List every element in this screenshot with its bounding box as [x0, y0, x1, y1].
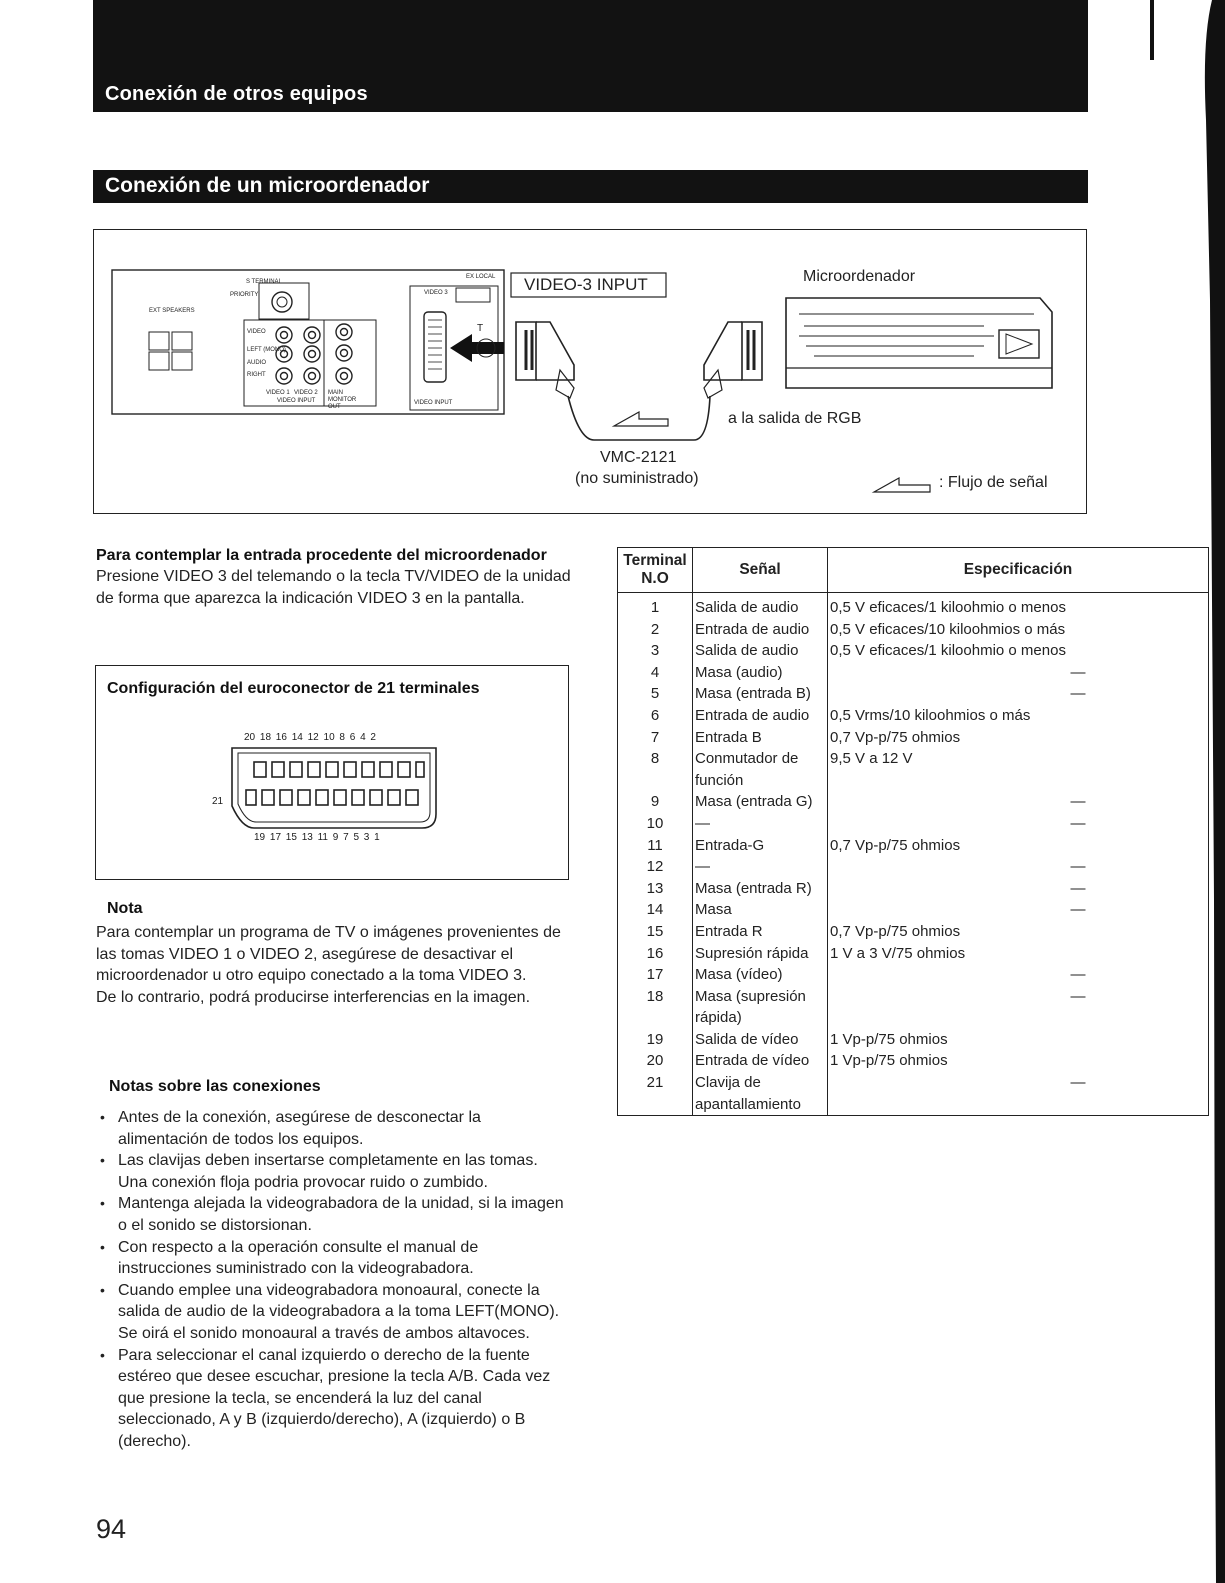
cell-specification: —	[828, 964, 1209, 986]
cell-terminal-number: 16	[618, 943, 693, 965]
table-row	[618, 705, 1209, 727]
cell-specification: —	[828, 791, 1209, 813]
table-row	[618, 683, 1209, 705]
list-item: • Mantenga alejada la videograbadora de la unidad, si la imagen o el sonido se distorsionan.	[118, 1193, 566, 1236]
cell-signal: Salida de vídeo	[693, 1029, 828, 1051]
table-row	[618, 640, 1209, 662]
table-row	[618, 662, 1209, 684]
cell-specification: 0,7 Vp-p/75 ohmios	[828, 835, 1209, 857]
nota-heading: Nota	[107, 900, 143, 917]
chapter-banner	[93, 0, 1088, 112]
list-item: • Cuando emplee una videograbadora monoaural, conecte la salida de audio de la videograbadora a la toma LEFT(MONO). Se oirá el sonido monoaural a través de ambos altavoces.	[118, 1280, 566, 1345]
cable-note-label: (no suministrado)	[575, 470, 699, 487]
cell-signal: Entrada de audio	[693, 705, 828, 727]
cell-specification: —	[828, 813, 1209, 835]
table-row	[618, 593, 1209, 619]
table-row	[618, 1072, 1209, 1116]
cell-terminal-number: 8	[618, 748, 693, 791]
cell-signal: Salida de audio	[693, 593, 828, 619]
cell-specification: 0,7 Vp-p/75 ohmios	[828, 921, 1209, 943]
cell-terminal-number: 12	[618, 856, 693, 878]
cell-signal: Masa (entrada R)	[693, 878, 828, 900]
config-title: Configuración del euroconector de 21 terminales	[107, 680, 480, 697]
intro-heading: Para contemplar la entrada procedente del microordenador	[96, 547, 547, 564]
table-row	[618, 835, 1209, 857]
video-input-right-label: VIDEO INPUT	[414, 400, 453, 406]
table-row	[618, 748, 1209, 791]
section-bar	[93, 170, 1088, 203]
microcomputer-label: Microordenador	[803, 268, 916, 285]
cell-specification: —	[828, 683, 1209, 705]
cell-signal: Entrada R	[693, 921, 828, 943]
cell-signal: Masa (entrada G)	[693, 791, 828, 813]
cell-specification: —	[828, 1072, 1209, 1116]
connection-diagram	[93, 229, 1087, 514]
s-terminal-label: S TERMINAL	[246, 279, 282, 285]
cell-specification: —	[828, 986, 1209, 1029]
cell-terminal-number: 14	[618, 899, 693, 921]
column-header-spec: Especificación	[828, 548, 1209, 593]
cell-terminal-number: 6	[618, 705, 693, 727]
cell-signal: Clavija de apantallamiento	[693, 1072, 828, 1116]
intro-section	[96, 545, 571, 609]
priority-label: PRIORITY	[230, 292, 259, 298]
cell-signal: —	[693, 813, 828, 835]
cell-specification: —	[828, 878, 1209, 900]
top-pin-numbers: 20 18 16 14 12 10 8 6 4 2	[244, 732, 376, 743]
cell-signal: Entrada de vídeo	[693, 1050, 828, 1072]
scart-connector-drawing	[224, 746, 444, 832]
ext-speakers-label: EXT SPEAKERS	[149, 308, 195, 314]
cell-specification: 0,5 V eficaces/1 kiloohmio o menos	[828, 640, 1209, 662]
cell-terminal-number: 4	[618, 662, 693, 684]
section-title: Conexión de un microordenador	[105, 174, 430, 197]
euroconnector-config-box	[95, 665, 569, 880]
table-row	[618, 943, 1209, 965]
terminal-spec-table-wrap	[617, 547, 1209, 1116]
cell-signal: Supresión rápida	[693, 943, 828, 965]
table-row	[618, 986, 1209, 1029]
table-row	[618, 813, 1209, 835]
page-number: 94	[96, 1514, 127, 1544]
cell-terminal-number: 20	[618, 1050, 693, 1072]
cell-specification: —	[828, 856, 1209, 878]
cell-terminal-number: 13	[618, 878, 693, 900]
cell-specification: 0,5 V eficaces/1 kiloohmio o menos	[828, 593, 1209, 619]
cell-terminal-number: 15	[618, 921, 693, 943]
cell-signal: Masa (audio)	[693, 662, 828, 684]
cell-terminal-number: 2	[618, 619, 693, 641]
table-row	[618, 964, 1209, 986]
table-row	[618, 727, 1209, 749]
video-jack-label: VIDEO	[247, 329, 266, 335]
pin-21-label: 21	[212, 796, 224, 807]
table-row	[618, 791, 1209, 813]
cell-specification: 9,5 V a 12 V	[828, 748, 1209, 791]
connection-notes-list	[96, 1107, 566, 1453]
cell-specification: 1 V a 3 V/75 ohmios	[828, 943, 1209, 965]
table-row	[618, 619, 1209, 641]
signal-flow-legend: : Flujo de señal	[939, 474, 1048, 491]
nota-section	[96, 898, 571, 1008]
cell-specification: 0,5 V eficaces/10 kiloohmios o más	[828, 619, 1209, 641]
connection-notes-heading: Notas sobre las conexiones	[109, 1078, 321, 1095]
cell-specification: 0,5 Vrms/10 kiloohmios o más	[828, 705, 1209, 727]
cell-signal: Entrada B	[693, 727, 828, 749]
cell-specification: 0,7 Vp-p/75 ohmios	[828, 727, 1209, 749]
bottom-pin-numbers: 19 17 15 13 11 9 7 5 3 1	[254, 832, 380, 843]
cell-signal: Masa	[693, 899, 828, 921]
chapter-title: Conexión de otros equipos	[105, 83, 368, 105]
list-item: • Antes de la conexión, asegúrese de desconectar la alimentación de todos los equipos.	[118, 1107, 566, 1150]
cell-terminal-number: 5	[618, 683, 693, 705]
cell-terminal-number: 17	[618, 964, 693, 986]
table-row	[618, 856, 1209, 878]
terminal-header-line2: N.O	[641, 570, 669, 587]
cell-signal: Conmutador de función	[693, 748, 828, 791]
cell-signal: Entrada de audio	[693, 619, 828, 641]
cell-specification: —	[828, 899, 1209, 921]
cell-terminal-number: 19	[618, 1029, 693, 1051]
cell-specification: —	[828, 662, 1209, 684]
terminal-spec-table	[617, 547, 1209, 1116]
cell-terminal-number: 21	[618, 1072, 693, 1116]
column-header-signal: Señal	[693, 548, 828, 593]
terminal-header-line1: Terminal	[623, 552, 687, 569]
cable-model-label: VMC-2121	[600, 449, 677, 466]
list-item: • Con respecto a la operación consulte el manual de instrucciones suministrado con la videograbadora.	[118, 1237, 566, 1280]
table-row	[618, 1050, 1209, 1072]
video2-label: VIDEO 2	[294, 390, 318, 396]
ex-local-label: EX LOCAL	[466, 274, 496, 280]
cell-specification: 1 Vp-p/75 ohmios	[828, 1029, 1209, 1051]
table-row	[618, 1029, 1209, 1051]
cell-terminal-number: 7	[618, 727, 693, 749]
cell-signal: —	[693, 856, 828, 878]
main-monitor-out-label: MAIN MONITOR OUT	[328, 390, 357, 410]
rgb-output-label: a la salida de RGB	[728, 410, 862, 427]
video1-label: VIDEO 1	[266, 390, 290, 396]
list-item: • Las clavijas deben insertarse completamente en las tomas. Una conexión floja podria provocar ruido o zumbido.	[118, 1150, 566, 1193]
video3-panel-label: VIDEO 3	[424, 290, 448, 296]
cell-terminal-number: 18	[618, 986, 693, 1029]
cell-specification: 1 Vp-p/75 ohmios	[828, 1050, 1209, 1072]
cell-signal: Masa (supresión rápida)	[693, 986, 828, 1029]
column-header-terminal	[618, 548, 693, 593]
cell-terminal-number: 10	[618, 813, 693, 835]
svg-text:T: T	[477, 323, 484, 334]
table-row	[618, 921, 1209, 943]
table-row	[618, 899, 1209, 921]
video3-input-label: VIDEO-3 INPUT	[524, 275, 648, 294]
cell-terminal-number: 3	[618, 640, 693, 662]
cell-terminal-number: 11	[618, 835, 693, 857]
connection-notes-section	[96, 1076, 566, 1453]
intro-text: Presione VIDEO 3 del telemando o la tecla TV/VIDEO de la unidad de forma que aparezca la indicación VIDEO 3 en la pantalla.	[96, 568, 571, 607]
list-item: • Para seleccionar el canal izquierdo o derecho de la fuente estéreo que desee escuchar, presione la tecla A/B. Cada vez que presione la tecla, se encenderá la luz del canal seleccionado, A y B (izquierdo/derecho), A (izquierdo) o B (derecho).	[118, 1345, 566, 1453]
cell-signal: Salida de audio	[693, 640, 828, 662]
audio-label: AUDIO	[247, 360, 267, 366]
cell-signal: Masa (entrada B)	[693, 683, 828, 705]
table-body	[618, 593, 1209, 1116]
left-mono-label: LEFT (MONO)	[247, 347, 286, 353]
cell-signal: Entrada-G	[693, 835, 828, 857]
right-label: RIGHT	[247, 372, 266, 378]
video-input-label: VIDEO INPUT	[277, 398, 316, 404]
cell-signal: Masa (vídeo)	[693, 964, 828, 986]
nota-paragraph-1: Para contemplar un programa de TV o imágenes provenientes de las tomas VIDEO 1 o VIDEO 2, asegúrese de desactivar el microordenador u otro equipo conectado a la toma VIDEO 3.	[96, 924, 561, 985]
cell-terminal-number: 1	[618, 593, 693, 619]
table-row	[618, 878, 1209, 900]
nota-paragraph-2: De lo contrario, podrá producirse interferencias en la imagen.	[96, 988, 531, 1006]
cell-terminal-number: 9	[618, 791, 693, 813]
